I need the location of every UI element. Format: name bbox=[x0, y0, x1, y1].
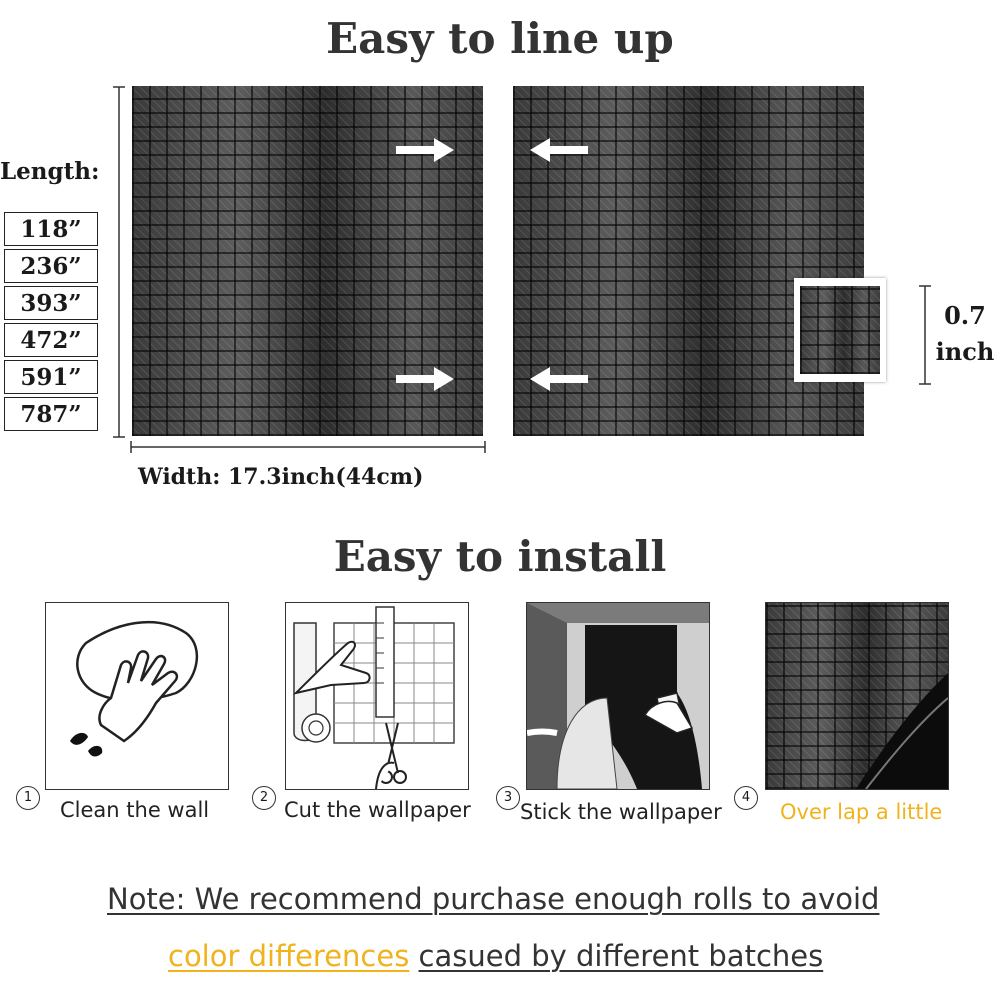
step-number-2: 2 bbox=[252, 786, 276, 810]
length-option: 118” bbox=[4, 212, 98, 246]
sticking-icon bbox=[527, 603, 709, 789]
step-4-image bbox=[765, 602, 949, 790]
title-line-up: Easy to line up bbox=[326, 14, 674, 63]
step-label-4: Over lap a little bbox=[780, 800, 943, 824]
arrow-left-icon bbox=[528, 366, 588, 392]
step-3-image bbox=[526, 602, 710, 790]
step-number-1: 1 bbox=[16, 786, 40, 810]
thickness-unit: inch bbox=[935, 337, 995, 366]
width-label: Width: 17.3inch(44cm) bbox=[138, 464, 424, 490]
length-options bbox=[4, 212, 98, 431]
note-line-2-text: casued by different batches bbox=[418, 939, 824, 973]
arrow-left-icon bbox=[528, 137, 588, 163]
step-label-3: Stick the wallpaper bbox=[520, 800, 722, 824]
cutting-icon bbox=[286, 603, 468, 789]
length-option: 591” bbox=[4, 360, 98, 394]
step-1-image bbox=[45, 602, 229, 790]
step-number-3: 3 bbox=[496, 786, 520, 810]
title-install: Easy to install bbox=[333, 532, 667, 581]
arrow-right-icon bbox=[396, 137, 456, 163]
arrow-right-icon bbox=[396, 366, 456, 392]
note-highlight: color differences bbox=[168, 939, 410, 973]
thickness-label bbox=[930, 298, 1000, 370]
length-dimension-line bbox=[112, 86, 126, 438]
thickness-swatch bbox=[794, 278, 886, 382]
width-dimension-line bbox=[130, 440, 486, 454]
hand-wiping-icon bbox=[46, 603, 228, 789]
length-label: Length: bbox=[0, 158, 100, 185]
note-line-2 bbox=[168, 939, 823, 973]
length-option: 472” bbox=[4, 323, 98, 357]
step-2-image bbox=[285, 602, 469, 790]
thickness-value: 0.7 bbox=[944, 301, 986, 330]
step-number-4: 4 bbox=[734, 786, 758, 810]
length-option: 393” bbox=[4, 286, 98, 320]
note-line-1: Note: We recommend purchase enough rolls to avoid bbox=[107, 882, 880, 916]
length-option: 787” bbox=[4, 397, 98, 431]
length-option: 236” bbox=[4, 249, 98, 283]
step-label-1: Clean the wall bbox=[60, 798, 210, 822]
step-label-2: Cut the wallpaper bbox=[284, 798, 471, 822]
overlap-corner bbox=[766, 603, 948, 789]
